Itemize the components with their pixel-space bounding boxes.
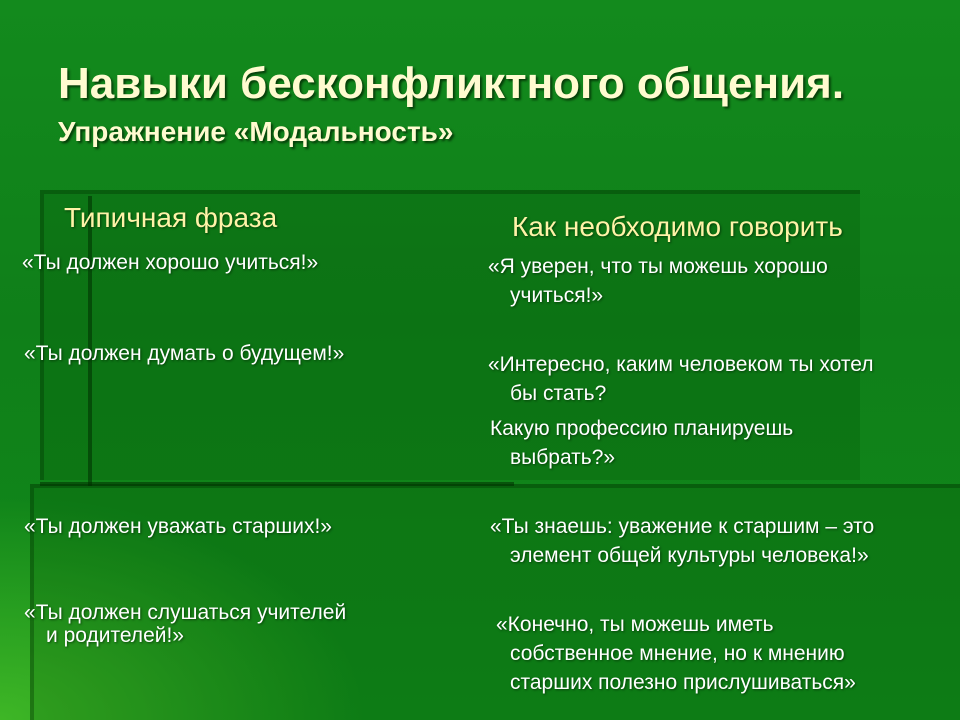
column-header-better: Как необходимо говорить (512, 211, 843, 242)
better-phrase-2-line-4: выбрать?» (510, 446, 616, 469)
better-phrase-4-line-3: старших полезно прислушиваться» (510, 671, 856, 694)
typical-phrase-3-line-1: «Ты должен уважать старших!» (24, 515, 332, 538)
better-phrase-4-line-1: «Конечно, ты можешь иметь (496, 613, 774, 636)
better-phrase-4 (496, 610, 856, 697)
typical-phrase-1-line-1: «Ты должен хорошо учиться!» (22, 251, 319, 274)
typical-phrase-4 (24, 598, 346, 650)
slide-subtitle: Упражнение «Модальность» (58, 116, 454, 147)
typical-phrase-2 (24, 339, 344, 368)
better-phrase-1-line-1: «Я уверен, что ты можешь хорошо (488, 255, 828, 278)
column-header-typical: Типичная фраза (64, 202, 278, 233)
slide-title: Навыки бесконфликтного общения. (58, 59, 845, 108)
better-phrase-2-line-2: бы стать? (510, 382, 607, 405)
horizontal-divider (40, 482, 514, 486)
better-phrase-1 (488, 252, 828, 310)
better-phrase-2 (488, 350, 873, 408)
better-phrase-4-line-2: собственное мнение, но к мнению (510, 642, 845, 665)
better-phrase-3 (490, 512, 874, 570)
better-phrase-2-line-3: Какую профессию планируешь (490, 417, 794, 440)
better-phrase-1-line-2: учиться!» (510, 284, 604, 307)
better-phrase-3-line-1: «Ты знаешь: уважение к старшим – это (490, 515, 875, 538)
better-phrase-2-line-1: «Интересно, каким человеком ты хотел (488, 353, 874, 376)
better-phrase-2b (490, 414, 793, 472)
typical-phrase-1 (22, 248, 318, 277)
typical-phrase-2-line-1: «Ты должен думать о будущем!» (24, 342, 345, 365)
better-phrase-3-line-2: элемент общей культуры человека!» (510, 544, 869, 567)
typical-phrase-4-line-1: «Ты должен слушаться учителей (24, 601, 347, 624)
typical-phrase-4-line-2: и родителей!» (46, 624, 184, 647)
typical-phrase-3 (24, 512, 332, 541)
